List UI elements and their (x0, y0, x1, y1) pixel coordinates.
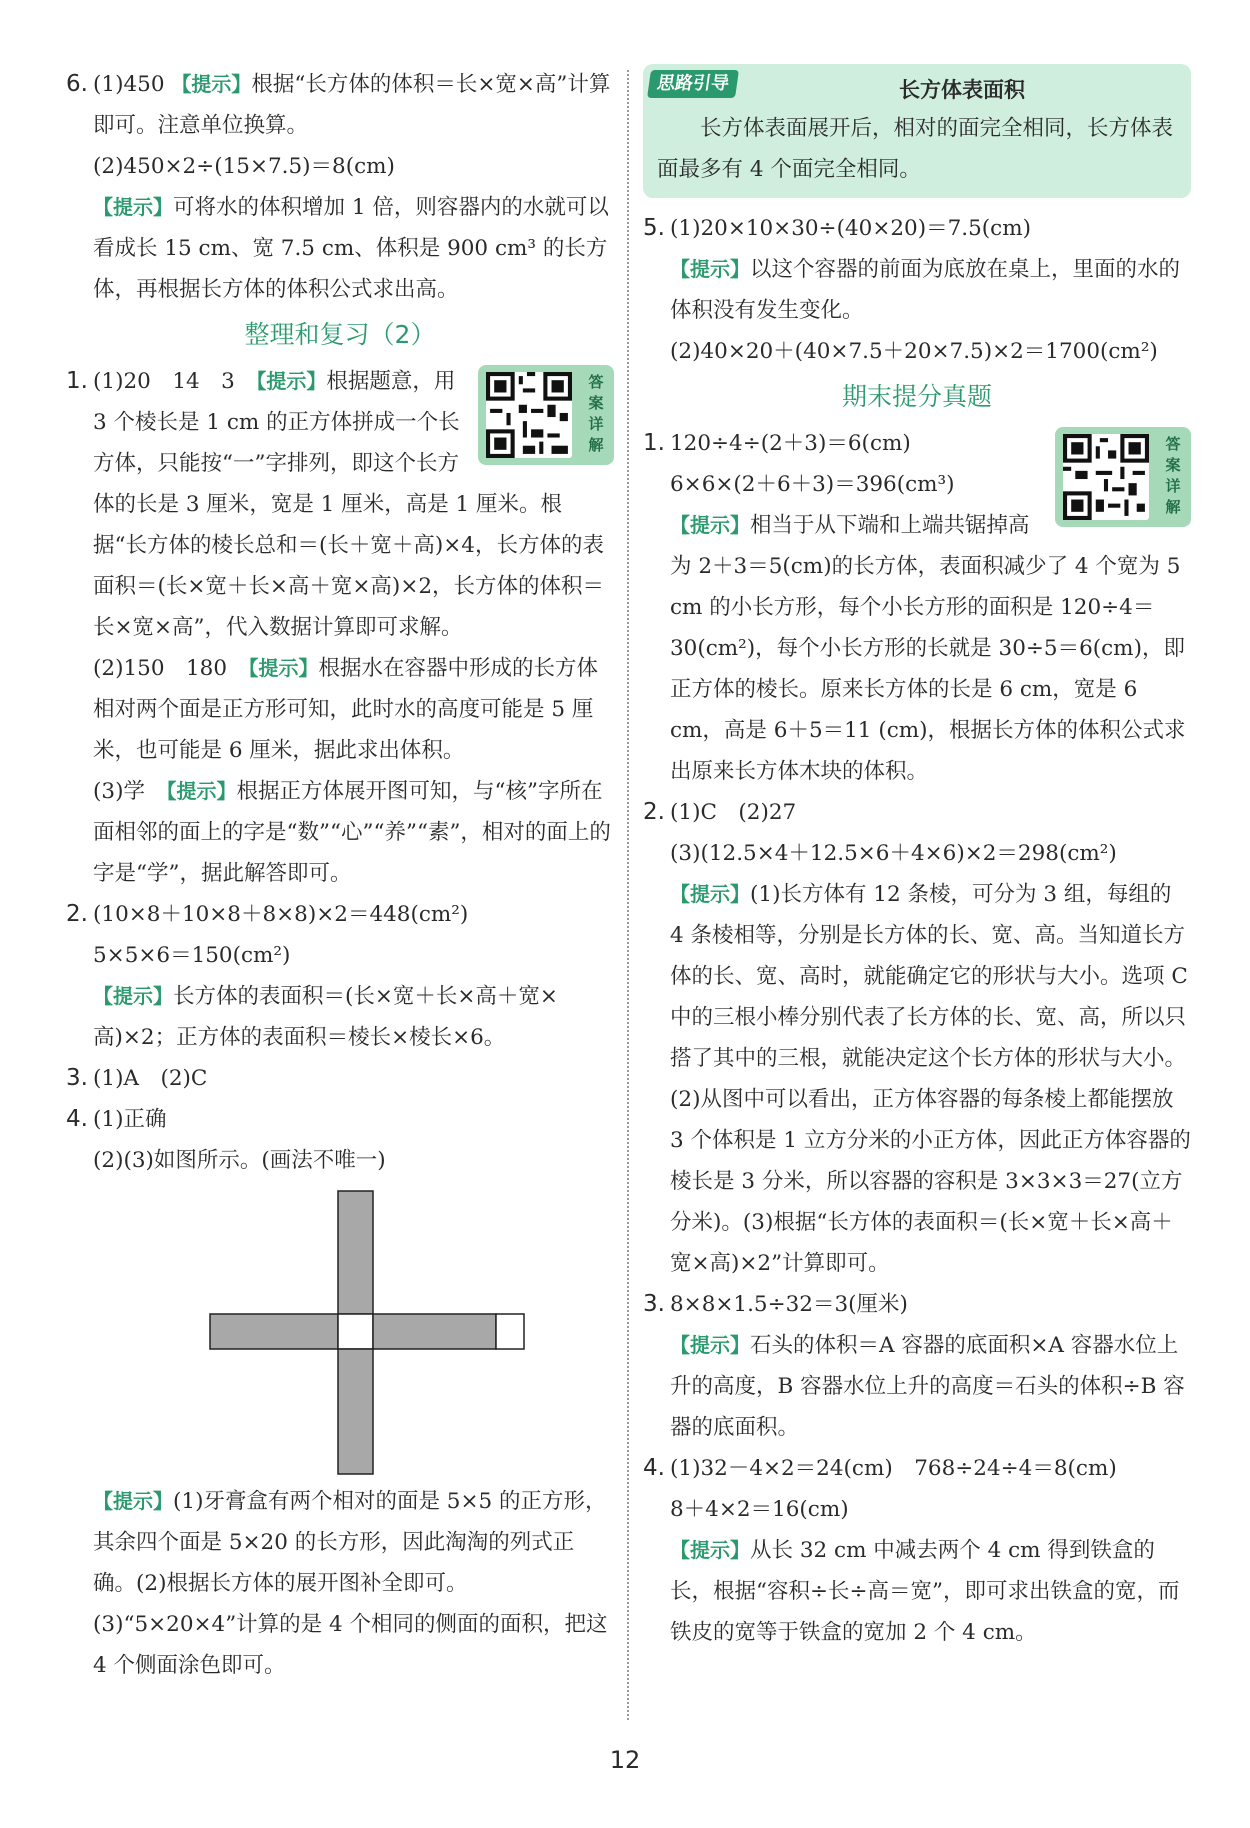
answer-text: (1)20×10×30÷(40×20)＝7.5(cm) (670, 216, 1031, 241)
hint-label: 【提示】 (670, 882, 750, 906)
answer-text: (2)40×20＋(40×7.5＋20×7.5)×2＝1700(cm²) (670, 339, 1158, 364)
right-question-5 (643, 208, 1191, 372)
question-number: 1. (643, 430, 665, 456)
hint-label: 【提示】 (670, 1538, 750, 1562)
question-number: 3. (66, 1065, 88, 1091)
left-question-3 (66, 1058, 614, 1099)
qr-caption-char: 详 (1165, 477, 1181, 495)
net-face-right (373, 1314, 496, 1349)
guide-body: 长方体表面展开后，相对的面完全相同，长方体表面最多有 4 个面完全相同。 (657, 116, 1174, 182)
qr-code-panel[interactable] (478, 365, 614, 465)
right-question-3 (643, 1284, 1191, 1448)
guide-title: 长方体表面积 (899, 78, 1025, 102)
answer-text: (1)正确 (93, 1107, 167, 1132)
question-number: 1. (66, 368, 88, 394)
qr-caption-char: 解 (588, 436, 604, 454)
answer-text: (3)学 (93, 779, 145, 804)
answer-text: (1)A (2)C (93, 1066, 208, 1091)
hint-label: 【提示】 (670, 1333, 750, 1357)
column-divider (627, 70, 629, 1720)
right-question-2 (643, 792, 1191, 1284)
answer-text: (1)450 (93, 72, 165, 97)
qr-caption-char: 答 (1165, 435, 1181, 453)
hint-text: 根据正方体展开图可知，与“核”字所在面相邻的面上的字是“数”“心”“养”“素”，相对的面上的字是“学”，据此解答即可。 (93, 779, 611, 886)
left-column (66, 64, 614, 1686)
hint-text: 石头的体积＝A 容器的底面积×A 容器水位上升的高度，B 容器水位上升的高度＝石头的体积÷B 容器的底面积。 (670, 1333, 1185, 1440)
question-number: 2. (643, 799, 665, 825)
hint-text: (1)长方体有 12 条棱，可分为 3 组，每组的 4 条棱相等，分别是长方体的长、宽、高。当知道长方体的长、宽、高时，就能确定它的形状与大小。选项 C 中的三根小棒分别代表了长方体的长、宽、高，所以只搭了其中的三根，就能决定这个长方体的形状与大小。(2)从图中可以看出，正方体容器的每条棱上都能摆放 3 个体积是 1 立方分米的小正方体，因此正方体容器的棱长是 3 分米，所以容器的容积是 3×3×3＝27(立方分米)。(3)根据“长方体的表面积＝(长×宽＋长×高＋宽×高)×2”计算即可。 (670, 882, 1191, 1276)
box-net-diagram (208, 1189, 528, 1479)
hint-text: 从长 32 cm 中减去两个 4 cm 得到铁盒的长，根据“容积÷长÷高＝宽”，即可求出铁盒的宽，而铁皮的宽等于铁盒的宽加 2 个 4 cm。 (670, 1538, 1180, 1645)
answer-text: (10×8＋10×8＋8×8)×2＝448(cm²) (93, 902, 469, 927)
net-face-left (210, 1314, 338, 1349)
net-face-center (338, 1314, 373, 1349)
hint-label: 【提示】 (670, 513, 750, 537)
question-number: 4. (66, 1106, 88, 1132)
hint-label: 【提示】 (670, 257, 750, 281)
left-question-6 (66, 64, 614, 310)
hint-label: 【提示】 (93, 1489, 173, 1513)
section-heading: 整理和复习（2） (244, 320, 436, 349)
answer-text: (2)(3)如图所示。(画法不唯一) (93, 1148, 386, 1173)
qr-caption-char: 答 (588, 373, 604, 391)
qr-caption-char: 案 (1165, 456, 1181, 474)
answer-text: (1)20 14 3 (93, 369, 235, 394)
right-question-4 (643, 1448, 1191, 1653)
hint-text: (1)牙膏盒有两个相对的面是 5×5 的正方形，其余四个面是 5×20 的长方形，因此淘淘的列式正确。(2)根据长方体的展开图补全即可。(3)“5×20×4”计算的是 4 个相同的侧面的面积，把这 4 个侧面涂色即可。 (93, 1489, 608, 1678)
left-question-1 (66, 361, 614, 894)
answer-text: 8×8×1.5÷32＝3(厘米) (670, 1292, 908, 1317)
qr-code[interactable] (1063, 434, 1149, 520)
box-net-figure (93, 1181, 614, 1481)
answer-text: (1)C (2)27 (670, 800, 797, 825)
question-number: 3. (643, 1291, 665, 1317)
answer-text: (2)450×2÷(15×7.5)＝8(cm) (93, 154, 395, 179)
hint-label: 【提示】 (248, 656, 319, 680)
thinking-guide-box (643, 64, 1191, 198)
net-face-top (338, 1191, 373, 1314)
qr-code[interactable] (486, 372, 572, 458)
left-question-4 (66, 1099, 614, 1686)
hint-label: 【提示】 (93, 984, 173, 1008)
net-face-bottom (338, 1349, 373, 1474)
question-number: 6. (66, 71, 88, 97)
question-number: 4. (643, 1455, 665, 1481)
net-face-end (496, 1314, 524, 1349)
answer-text: 6×6×(2＋6＋3)＝396(cm³) (670, 472, 955, 497)
answer-text: (3)(12.5×4＋12.5×6＋4×6)×2＝298(cm²) (670, 841, 1117, 866)
hint-text: 长方体的表面积＝(长×宽＋长×高＋宽×高)×2；正方体的表面积＝棱长×棱长×6。 (93, 984, 558, 1050)
hint-text: 相当于从下端和上端共锯掉高为 2＋3＝5(cm)的长方体，表面积减少了 4 个宽为 5 cm 的小长方形，每个小长方形的面积是 120÷4＝30(cm²)，每个小长方形的长就是 30÷5＝6(cm)，即正方体的棱长。原来长方体的长是 6 cm，宽是 6 cm，高是 6＋5＝11 (cm)，根据长方体的体积公式求出原来长方体木块的体积。 (670, 513, 1186, 784)
answer-text: 5×5×6＝150(cm²) (93, 943, 291, 968)
answer-text: (1)32－4×2＝24(cm) 768÷24÷4＝8(cm) (670, 1456, 1117, 1481)
question-number: 2. (66, 901, 88, 927)
qr-code-icon (486, 372, 572, 458)
hint-text: 根据“长方体的体积＝长×宽×高”计算即可。注意单位换算。 (93, 72, 611, 138)
qr-caption-char: 详 (588, 415, 604, 433)
answer-text: (2)150 180 (93, 656, 228, 681)
qr-caption-char: 解 (1165, 498, 1181, 516)
left-question-2 (66, 894, 614, 1058)
hint-label: 【提示】 (256, 369, 327, 393)
hint-text: 根据题意，用 3 个棱长是 1 cm 的正方体拼成一个长方体，只能按“一”字排列，即这个长方体的长是 3 厘米，宽是 1 厘米，高是 1 厘米。根据“长方体的棱长总和＝(长＋宽＋高)×4，长方体的表面积＝(长×宽＋长×高＋宽×高)×2，长方体的体积＝长×宽×高”，代入数据计算即可求解。 (93, 369, 605, 640)
hint-text: 可将水的体积增加 1 倍，则容器内的水就可以看成长 15 cm、宽 7.5 cm、体积是 900 cm³ 的长方体，再根据长方体的体积公式求出高。 (93, 195, 609, 302)
right-column (643, 64, 1191, 1653)
hint-label: 【提示】 (171, 72, 252, 96)
hint-text: 根据水在容器中形成的长方体相对两个面是正方形可知，此时水的高度可能是 5 厘米，也可能是 6 厘米，据此求出体积。 (93, 656, 599, 763)
answer-text: 120÷4÷(2＋3)＝6(cm) (670, 431, 911, 456)
guide-tag: 思路引导 (647, 70, 739, 98)
right-question-1 (643, 423, 1191, 792)
qr-code-icon (1063, 434, 1149, 520)
hint-text: 以这个容器的前面为底放在桌上，里面的水的体积没有发生变化。 (670, 257, 1181, 323)
qr-caption-char: 案 (588, 394, 604, 412)
hint-label: 【提示】 (166, 779, 237, 803)
qr-code-panel[interactable] (1055, 427, 1191, 527)
answer-text: 8＋4×2＝16(cm) (670, 1497, 849, 1522)
section-heading: 期末提分真题 (841, 382, 992, 411)
question-number: 5. (643, 215, 665, 241)
page-number: 12 (609, 1746, 641, 1774)
hint-label: 【提示】 (93, 195, 173, 219)
